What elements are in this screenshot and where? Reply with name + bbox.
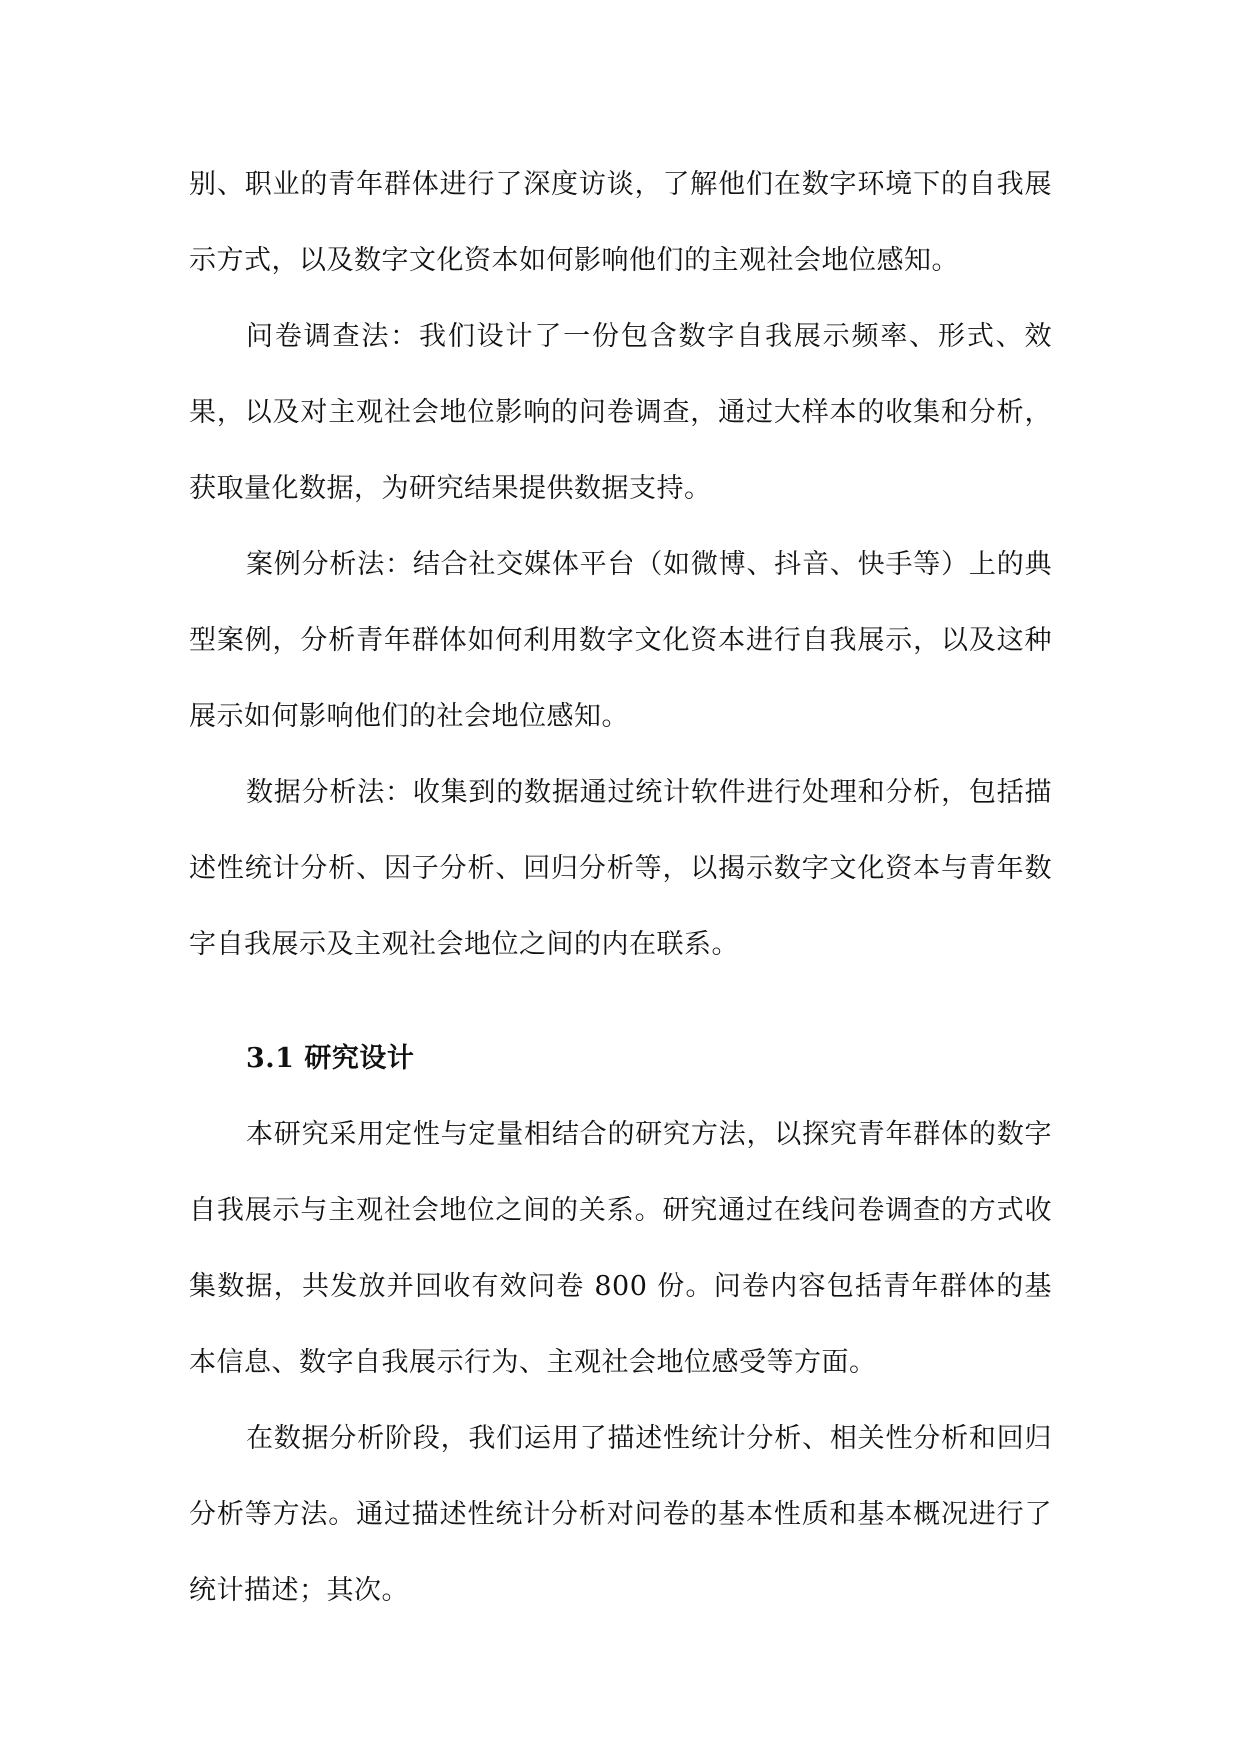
paragraph-questionnaire-method: 问卷调查法：我们设计了一份包含数字自我展示频率、形式、效果，以及对主观社会地位影响的问卷调查，通过大样本的收集和分析，获取量化数据，为研究结果提供数据支持。	[189, 321, 1052, 504]
section-heading: 3.1 研究设计	[246, 1043, 415, 1074]
paragraph-continuation: 别、职业的青年群体进行了深度访谈，了解他们在数字环境下的自我展示方式，以及数字文化资本如何影响他们的主观社会地位感知。	[189, 169, 1052, 276]
paragraph-case-analysis-method: 案例分析法：结合社交媒体平台（如微博、抖音、快手等）上的典型案例，分析青年群体如何利用数字文化资本进行自我展示，以及这种展示如何影响他们的社会地位感知。	[189, 549, 1052, 732]
paragraph-analysis-stage: 在数据分析阶段，我们运用了描述性统计分析、相关性分析和回归分析等方法。通过描述性统计分析对问卷的基本性质和基本概况进行了统计描述；其次。	[189, 1423, 1052, 1606]
paragraph-research-design: 本研究采用定性与定量相结合的研究方法，以探究青年群体的数字自我展示与主观社会地位之间的关系。研究通过在线问卷调查的方式收集数据，共发放并回收有效问卷 800 份。问卷内容包括青年群体的基本信息、数字自我展示行为、主观社会地位感受等方面。	[189, 1119, 1052, 1378]
paragraph-data-analysis-method: 数据分析法：收集到的数据通过统计软件进行处理和分析，包括描述性统计分析、因子分析、回归分析等，以揭示数字文化资本与青年数字自我展示及主观社会地位之间的内在联系。	[189, 777, 1052, 960]
body-text	[189, 147, 1052, 1629]
